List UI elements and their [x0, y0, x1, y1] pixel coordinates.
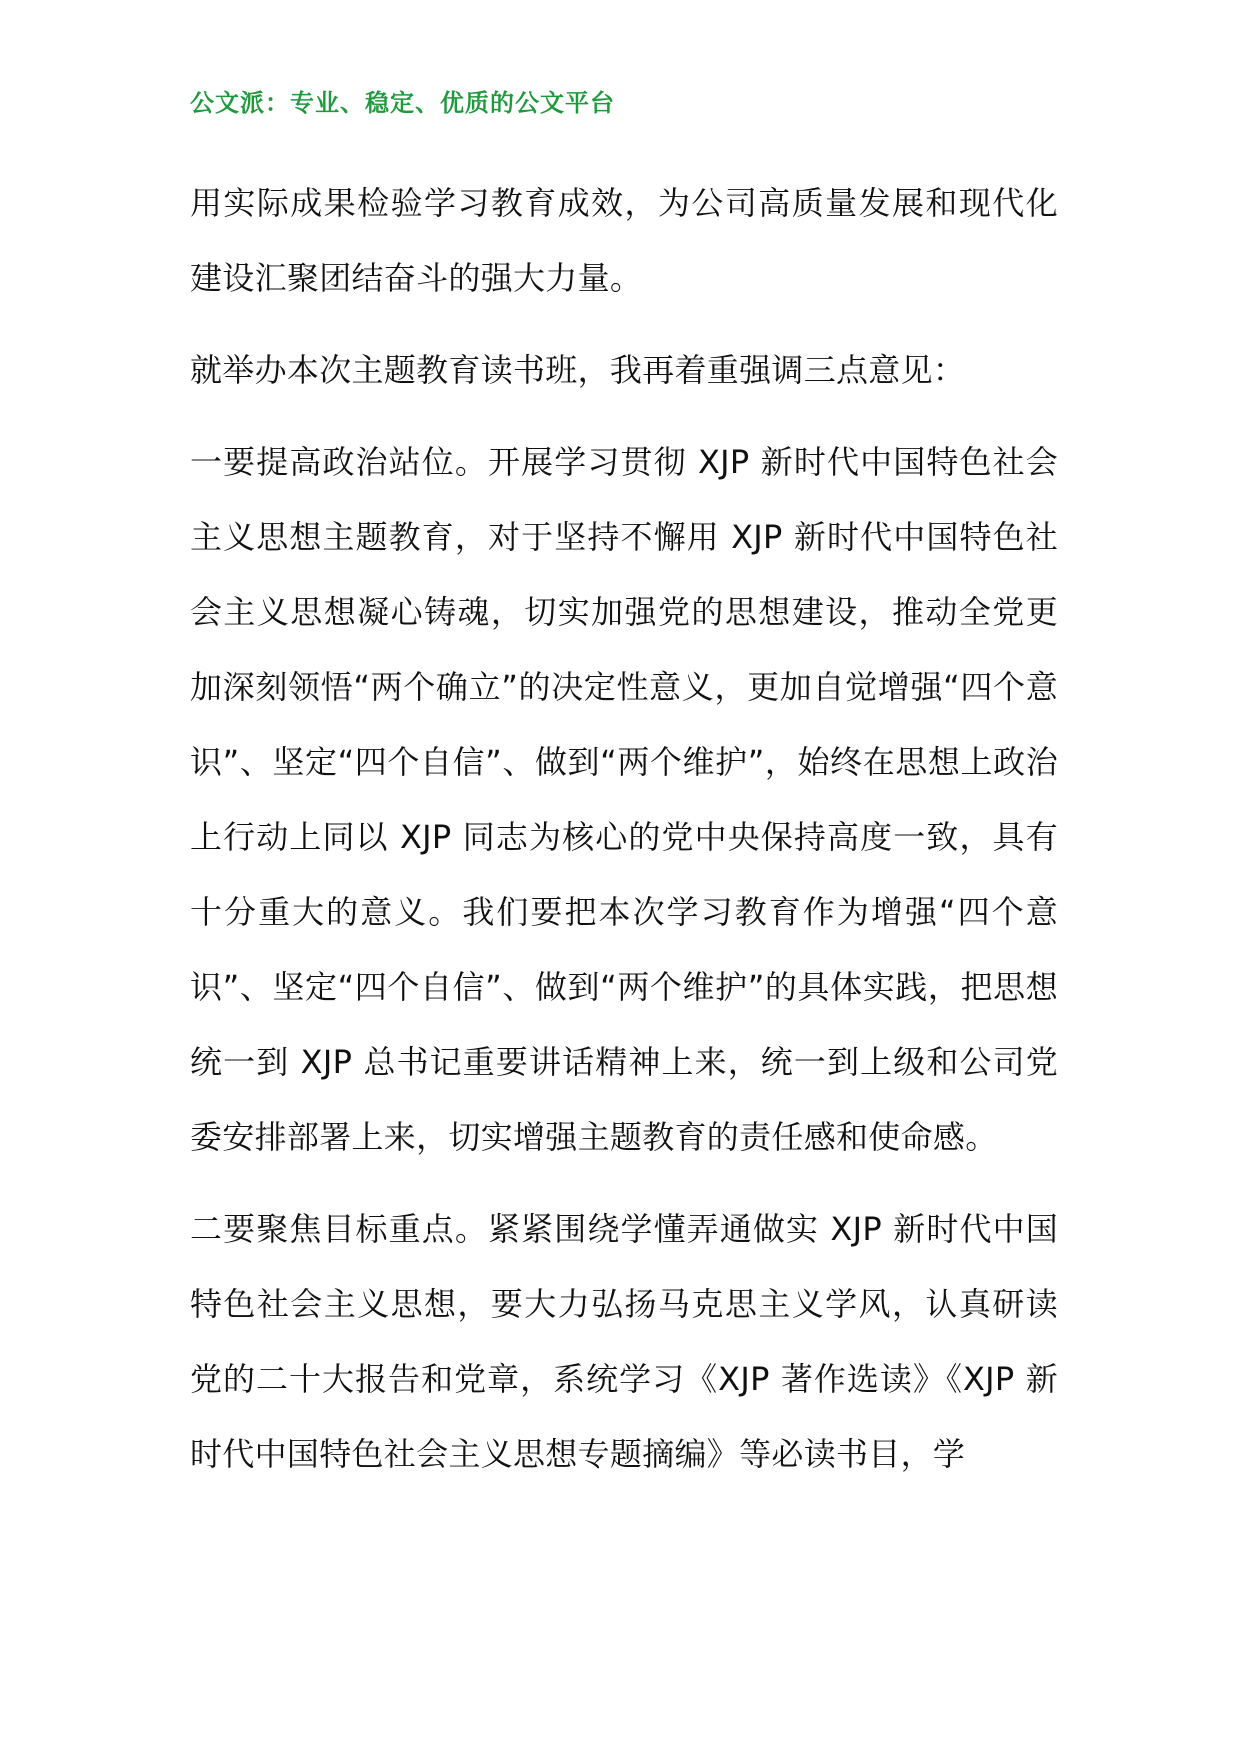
page-header: 公文派：专业、稳定、优质的公文平台	[190, 88, 615, 117]
paragraph-1: 用实际成果检验学习教育成效，为公司高质量发展和现代化建设汇聚团结奋斗的强大力量。	[190, 184, 1058, 297]
document-body	[190, 166, 1058, 1509]
paragraph-3: 一要提高政治站位。开展学习贯彻 XJP 新时代中国特色社会主义思想主题教育，对于坚持不懈用 XJP 新时代中国特色社会主义思想凝心铸魂，切实加强党的思想建设，推动全党更加深刻领悟“两个确立”的决定性意义，更加自觉增强“四个意识”、坚定“四个自信”、做到“两个维护”，始终在思想上政治上行动上同以 XJP 同志为核心的党中央保持高度一致，具有十分重大的意义。我们要把本次学习教育作为增强“四个意识”、坚定“四个自信”、做到“两个维护”的具体实践，把思想统一到 XJP 总书记重要讲话精神上来，统一到上级和公司党委安排部署上来，切实增强主题教育的责任感和使命感。	[190, 443, 1058, 1156]
paragraph-2: 就举办本次主题教育读书班，我再着重强调三点意见：	[190, 351, 966, 389]
paragraph-4: 二要聚焦目标重点。紧紧围绕学懂弄通做实 XJP 新时代中国特色社会主义思想，要大力弘扬马克思主义学风，认真研读党的二十大报告和党章，系统学习《XJP 著作选读》《XJP 新时代中国特色社会主义思想专题摘编》等必读书目，学	[190, 1210, 1058, 1473]
